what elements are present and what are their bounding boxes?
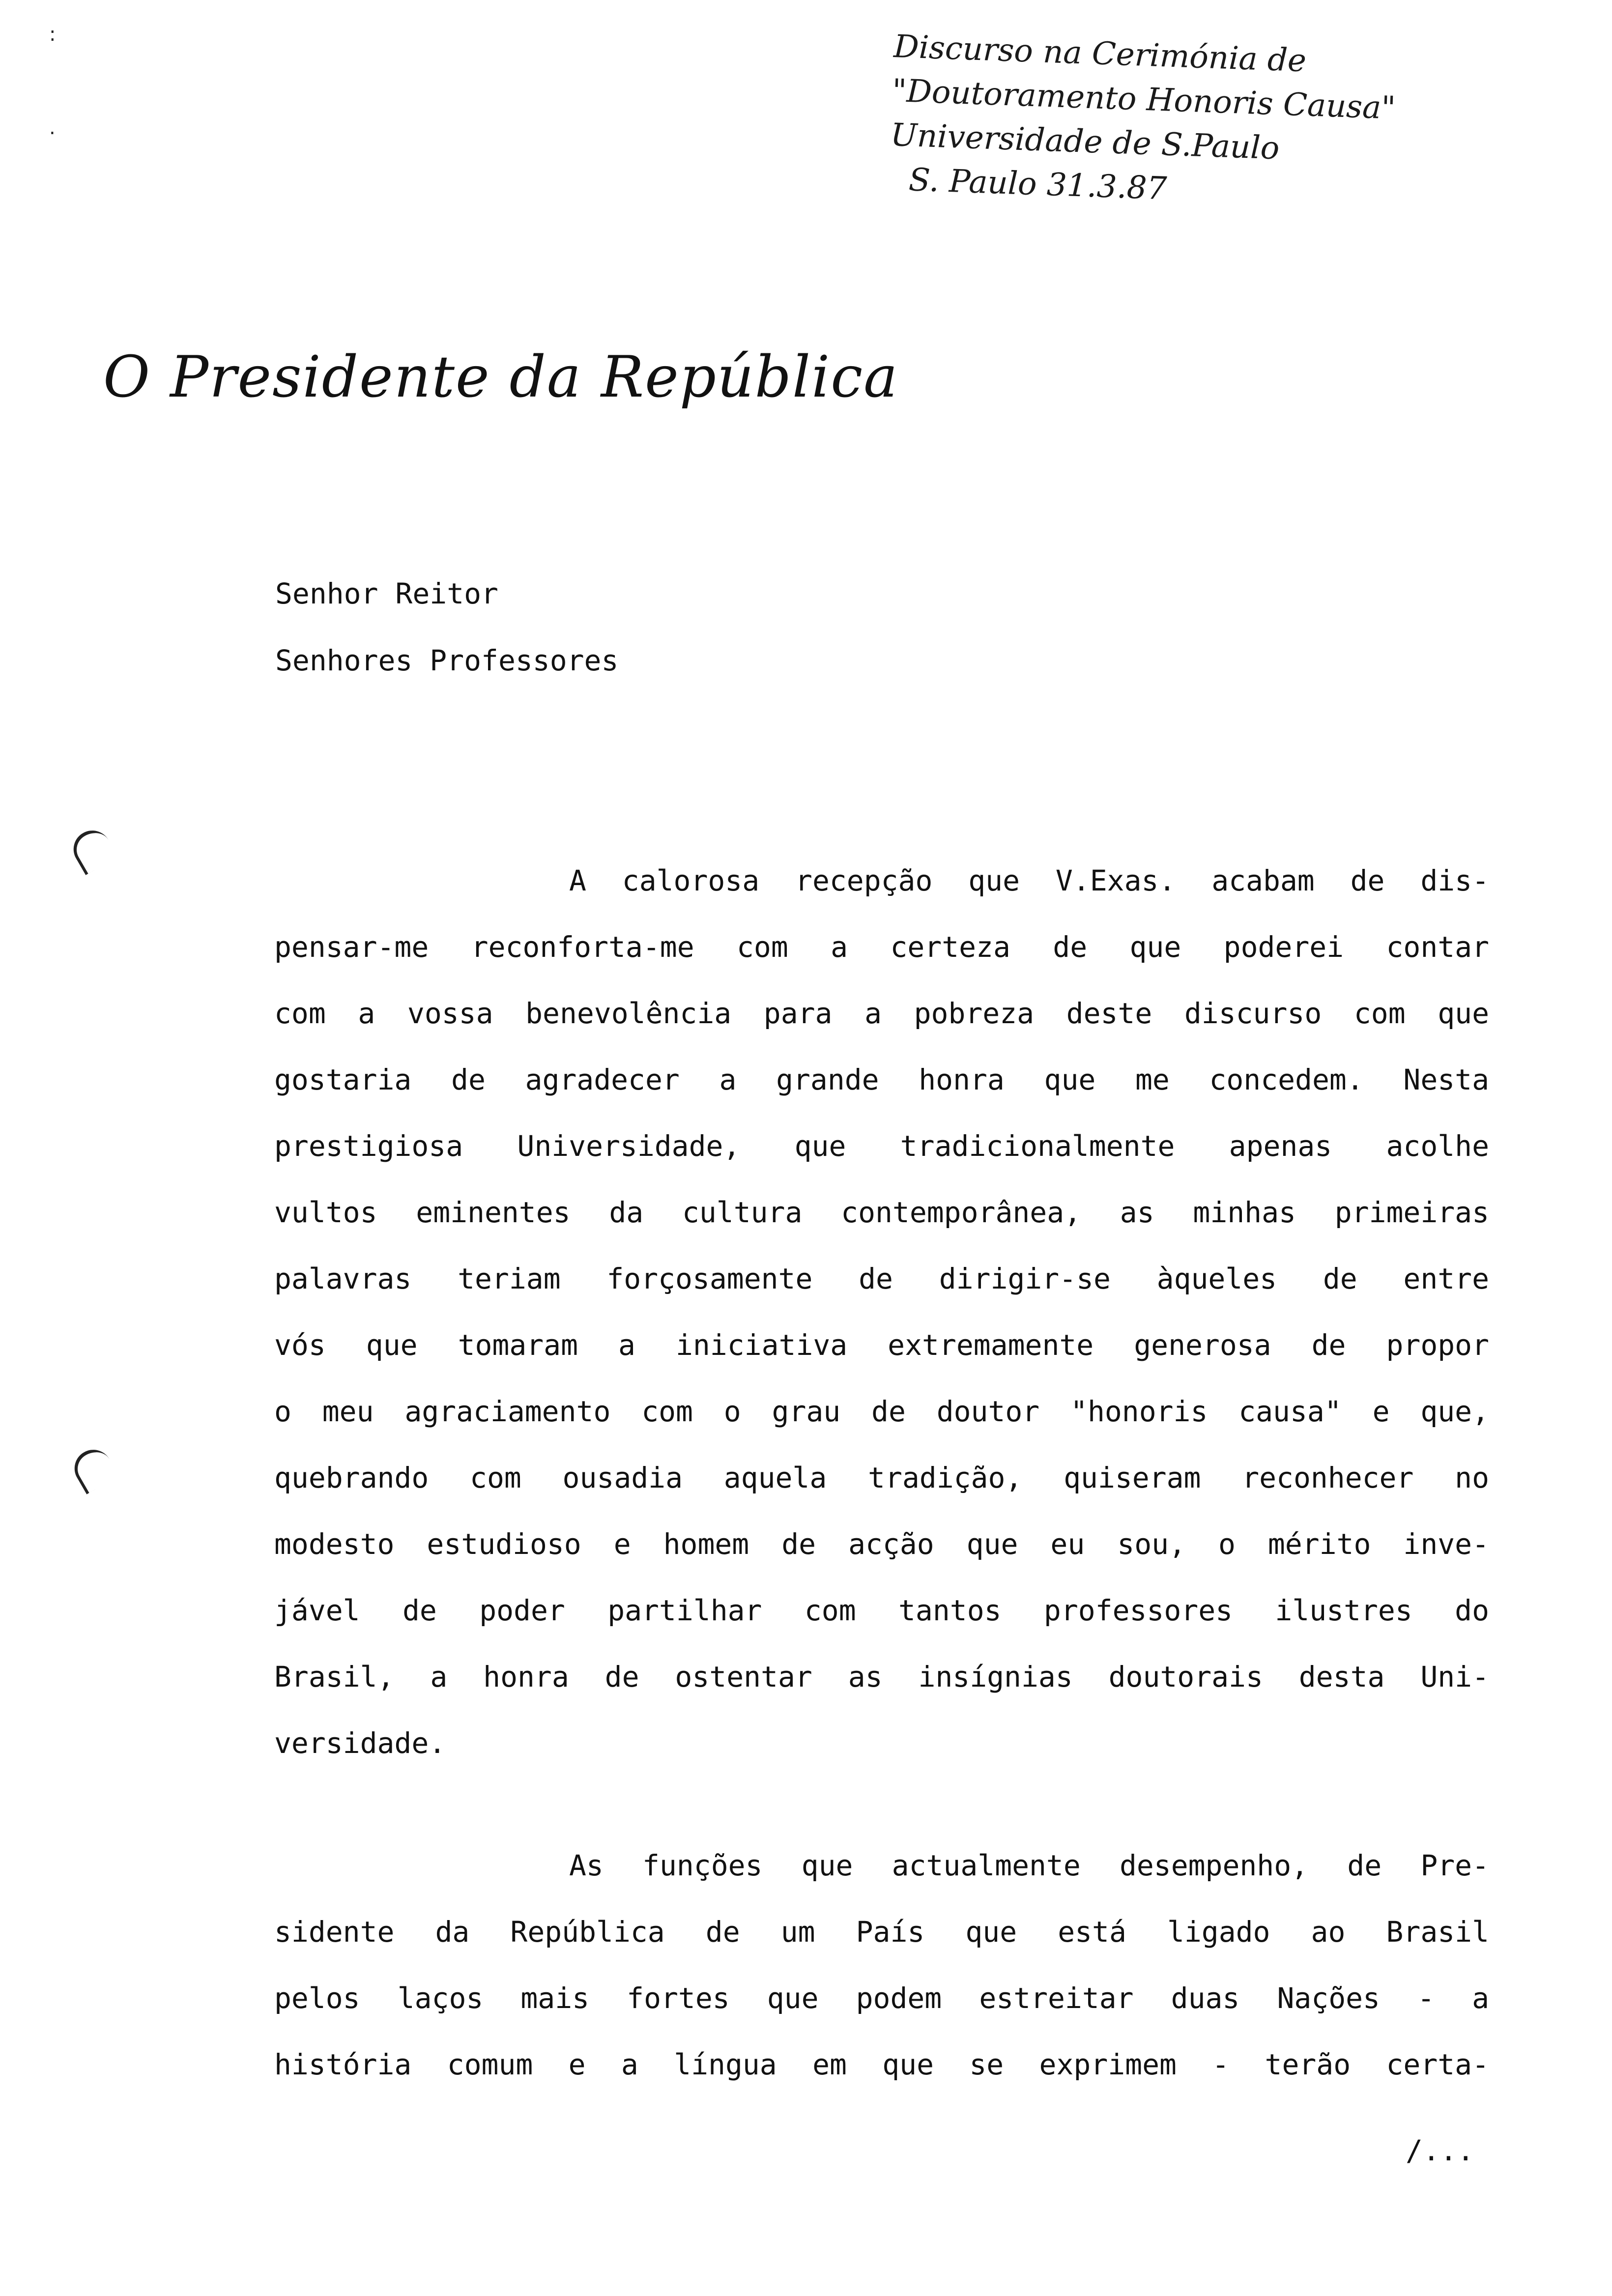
text-line: sidente da República de um País que está ligado ao Brasil <box>274 1915 1489 1949</box>
text-line: A calorosa recepção que V.Exas. acabam de dis- <box>569 864 1489 897</box>
margin-dots-top: : <box>49 23 56 46</box>
text-line: versidade. <box>274 1726 446 1760</box>
salutation <box>275 576 618 710</box>
text-line: palavras teriam forçosamente de dirigir-se àqueles de entre <box>274 1262 1489 1295</box>
text-line: As funções que actualmente desempenho, de Pre- <box>569 1849 1489 1882</box>
text-line: pelos laços mais fortes que podem estreitar duas Nações - a <box>274 1981 1489 2015</box>
text-line: o meu agraciamento com o grau de doutor "honoris causa" e que, <box>274 1395 1489 1428</box>
binder-hole-mark <box>68 1443 119 1494</box>
letterhead-title: O Presidente da República <box>103 344 899 410</box>
paragraph-2 <box>274 1848 1489 2113</box>
text-line: jável de poder partilhar com tantos professores ilustres do <box>274 1594 1489 1627</box>
handwritten-line: "Doutoramento Honoris Causa" <box>891 72 1396 127</box>
margin-dots-lower: . <box>49 116 56 139</box>
text-line: prestigiosa Universidade, que tradicionalmente apenas acolhe <box>274 1129 1489 1163</box>
text-line: gostaria de agradecer a grande honra que me concedem. Nesta <box>274 1063 1489 1096</box>
text-line: modesto estudioso e homem de acção que eu sou, o mérito inve- <box>274 1527 1489 1561</box>
text-line: quebrando com ousadia aquela tradição, quiseram reconhecer no <box>274 1461 1489 1494</box>
text-line: Brasil, a honra de ostentar as insígnias doutorais desta Uni- <box>274 1660 1489 1693</box>
binder-hole-mark <box>67 824 118 875</box>
handwritten-line: Universidade de S.Paulo <box>890 116 1280 167</box>
salutation-line: Senhores Professores <box>275 644 619 677</box>
continuation-mark: /... <box>1406 2134 1474 2167</box>
text-line: história comum e a língua em que se exprimem - terão certa- <box>274 2048 1489 2081</box>
paragraph-1 <box>274 863 1489 1792</box>
text-line: pensar-me reconforta-me com a certeza de que poderei contar <box>274 930 1489 964</box>
handwritten-line: Discurso na Cerimónia de <box>893 28 1307 80</box>
salutation-line: Senhor Reitor <box>275 577 498 610</box>
text-line: vultos eminentes da cultura contemporânea, as minhas primeiras <box>274 1196 1489 1229</box>
text-line: vós que tomaram a iniciativa extremamente generosa de propor <box>274 1328 1489 1362</box>
handwritten-annotation <box>888 25 1602 226</box>
handwritten-line: S. Paulo 31.3.87 <box>908 162 1168 207</box>
text-line: com a vossa benevolência para a pobreza deste discurso com que <box>274 997 1489 1030</box>
